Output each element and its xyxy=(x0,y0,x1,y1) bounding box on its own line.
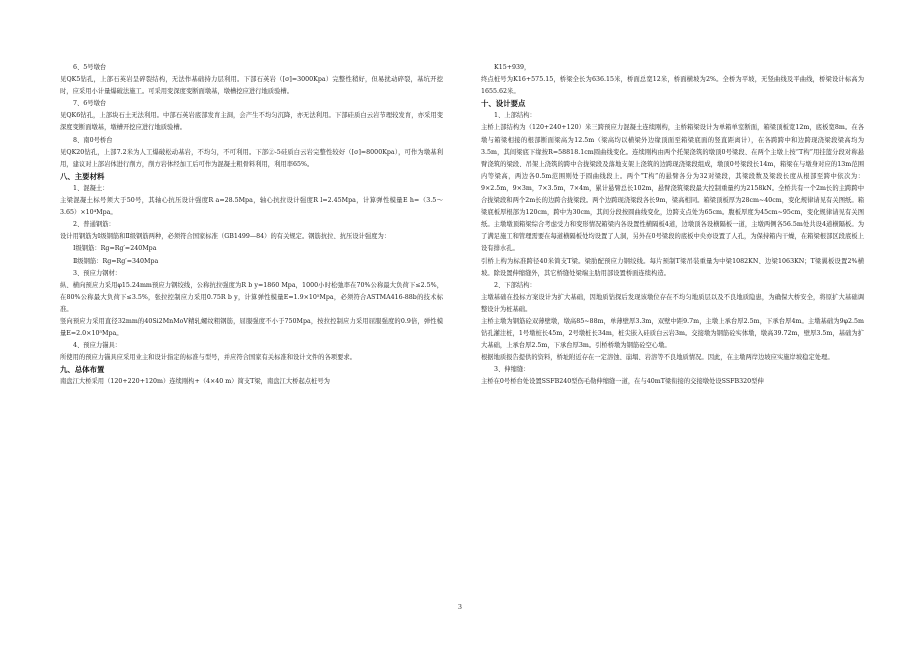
paragraph: 主桥在0号桥台处设置SSFB240型伤毛勒伸缩缝一道，在与40mT梁衔接的交接墩处设SSFB320型伸 xyxy=(481,378,764,386)
paragraph: K15+939， xyxy=(494,64,531,71)
paragraph: 设计用钢筋为Ⅰ级钢筋和Ⅱ级钢筋两种，必须符合国家标准（GB1499—84）的有关规定。钢筋抗拉、抗压设计强度为： xyxy=(60,233,391,241)
paragraph: 主桥上部结构为（120+240+120）米三跨预应力混凝土连续刚构，主桥箱梁设计为单箱单室断面，箱梁顶板宽12m，底板宽8m。在各墩与箱梁相接的根部断面梁高为12.5m（梁高均以横梁外边缘顶面至箱梁底面的竖直距离计），在各跨跨中和边跨现浇梁段梁高均为3.5m，其间梁底下缘按R=58818.1cm圆曲线变化。连续刚构由两个托架浇筑的墩顶0号梁段、在两个主墩上按“T构”用挂篮分段对称悬臂浇筑的梁段、吊架上浇筑的跨中合拢梁段及落地支架上浇筑的边跨现浇梁段组成，墩顶0号梁段长14m，箱梁在与墩身对应的13m范围内等梁高，两边各0.5m范围则处于圆曲线段上。两个“T构”的悬臂各分为32对梁段，其梁段数及梁段长度从根部至跨中依次为：9×2.5m，9×3m，7×3.5m，7×4m，累计悬臂总长102m，悬臂浇筑梁段最大控制重量约为2158kN。全桥共有一个2m长的主跨跨中合拢梁段和两个2m长的边跨合拢梁段。两个边跨现浇梁段各长9m，梁高相同。箱梁顶板厚为28cm~40cm，变化规律请见有关图纸。箱梁底板厚根部为120cm，跨中为30cm，其间分段按圆曲线变化，边跨支点处为65cm。腹板厚度为45cm~95cm，变化规律请见有关图纸。主墩墩顶箱梁综合考虑受力和变形情况箱梁内各设置性横隔板4道，边墩顶各设横隔板一道，主墩两侧各56.5m处共设4道横隔板。为了满足施工和管理需要在每道横隔板处均设置了人洞，另外在0号梁段的底板中央亦设置了人孔，为保持箱内干燥，在箱梁根部区段底板上设有排水孔。 xyxy=(481,124,864,253)
paragraph: 竖向预应力采用直径32mm的40Si2MnMoV精轧螺纹粗钢筋，屈服强度不小于750Mpa，按拉控制应力采用屈服强度的0.9倍，弹性模量E=2.0×10⁵Mpa。 xyxy=(60,317,443,338)
paragraph: 1、混凝土： xyxy=(73,184,109,192)
paragraph: 见QK6钻孔，上部块石土无法利用。中部石英岩底部发育主洞，会产生不均匀沉降，亦无法利用。下部硅质白云岩节理较发育，亦采用变深度变断面墩基，墩槽开挖应进行地质验槽。 xyxy=(60,112,443,132)
right-column xyxy=(481,62,864,389)
paragraph: 纵、横向预应力采用φ15.24mm预应力钢绞线，公称抗拉强度为R b y=1860 Mpa，1000小时松弛率在70%公称最大负荷下≤2.5%，在80%公称最大负荷下≤3.5%，张拉控制应力采用0.75R b y，计算弹性模量E=1.9×10⁵Mpa，必须符合ASTMA416-88b的技术标准。 xyxy=(60,281,443,313)
paragraph: 主墩基础在投标方案设计为扩大基础，因地质钻探后发现该墩位存在不均匀地质层以及不良地质隐患，为确保大桥安全，将原扩大基础调整设计为桩基础。 xyxy=(481,293,864,313)
paragraph: 3、伸缩缝： xyxy=(494,366,530,374)
paragraph: 6、5号墩台 xyxy=(73,64,107,71)
paragraph: 所使用的预应力锚具应采用业主和设计指定的标准与型号，并应符合国家有关标准和设计文件的各项要求。 xyxy=(60,354,356,362)
paragraph: 1、上部结构： xyxy=(494,112,536,120)
paragraph: 终点桩号为K16+575.15，桥梁全长为636.15米，桥面总宽12米，桥面横坡为2%。全桥为平坡，无竖曲线及平曲线，桥梁设计标高为1655.62米。 xyxy=(481,76,864,96)
paragraph: 见QK5钻孔，上部石英岩呈碎裂结构，无法作基础持力层利用。下部石英岩（[σ]=3000Kpa）完整性稍好，但易扰动碎裂，基坑开挖时，应采用小计量爆破法施工。可采用变深度变断面墩基，墩槽挖应进行地质验槽。 xyxy=(60,76,443,96)
paragraph: 3、预应力钢材： xyxy=(73,269,122,277)
section-heading: 十、设计要点 xyxy=(481,99,526,109)
paragraph: 见QK20钻孔，上部7.2米为人工爆破松动基岩，不均匀，不可利用。下部②-5硅质白云岩完整性较好（[σ]=8000Kpa），可作为墩基利用，建议对上部岩体进行削方，削方岩体经加工后可作为混凝土粗骨料利用，利用率65%。 xyxy=(60,148,443,168)
page-number: 3 xyxy=(457,603,463,611)
paragraph: 2、普通钢筋： xyxy=(73,221,115,229)
paragraph: 根据地质报告提供的资料，桥址附近存在一定溶蚀、崩塌、岩溶等不良地质情况。因此，在主墩两岸边坡应实施岸坡稳定处理。 xyxy=(481,354,834,362)
paragraph: 引桥上构为标准跨径40米简支T梁。梁肋配预应力钢绞线。每片预制T梁吊装重量为中梁1082KN、边梁1063KN；T梁翼板设置2%横坡。除设置伸缩缝外，其它桥缝处梁端主肋用部设置桥面连续构造。 xyxy=(481,257,864,277)
paragraph: Ⅱ级钢筋：Rg=Rg′=340Mpa xyxy=(73,257,159,265)
paragraph: 主梁混凝土标号须大于50号，其轴心抗压设计强度R a=28.5Mpa，轴心抗拉设计强度R l=2.45Mpa，计算弹性模量E h=（3.5～3.65）×10⁴Mpa。 xyxy=(60,197,443,217)
paragraph: 8、南0号桥台 xyxy=(73,136,113,144)
paragraph: 南盘江大桥采用（120+220+120m）连续刚构+（4×40 m）简支T梁，南盘江大桥起点桩号为 xyxy=(60,378,330,386)
section-heading: 八、主要材料 xyxy=(60,171,105,181)
section-heading: 九、总体布置 xyxy=(60,365,105,375)
paragraph: 主桥主墩为钢筋砼双薄壁墩，墩高85~88m，单薄壁厚3.3m，双壁中距9.7m，主墩上承台厚2.5m，下承台厚4m。主墩基础为9φ2.5m钻孔灌注桩，1号墩桩长45m，2号墩桩长34m，桩尖嵌入硅质白云岩3m。交接墩为钢筋砼实体墩，墩高39.72m，壁厚3.5m，基础为扩大基础，上承台厚2.5m，下承台厚3m。引桥桥墩为钢筋砼空心墩。 xyxy=(481,317,864,350)
paragraph: 4、预应力锚具： xyxy=(73,342,122,350)
paragraph: 7、6号墩台 xyxy=(73,100,107,108)
left-column xyxy=(60,62,443,389)
paragraph: Ⅰ级钢筋：Rg=Rg′=240Mpa xyxy=(73,245,157,253)
paragraph: 2、下部结构： xyxy=(494,281,536,289)
